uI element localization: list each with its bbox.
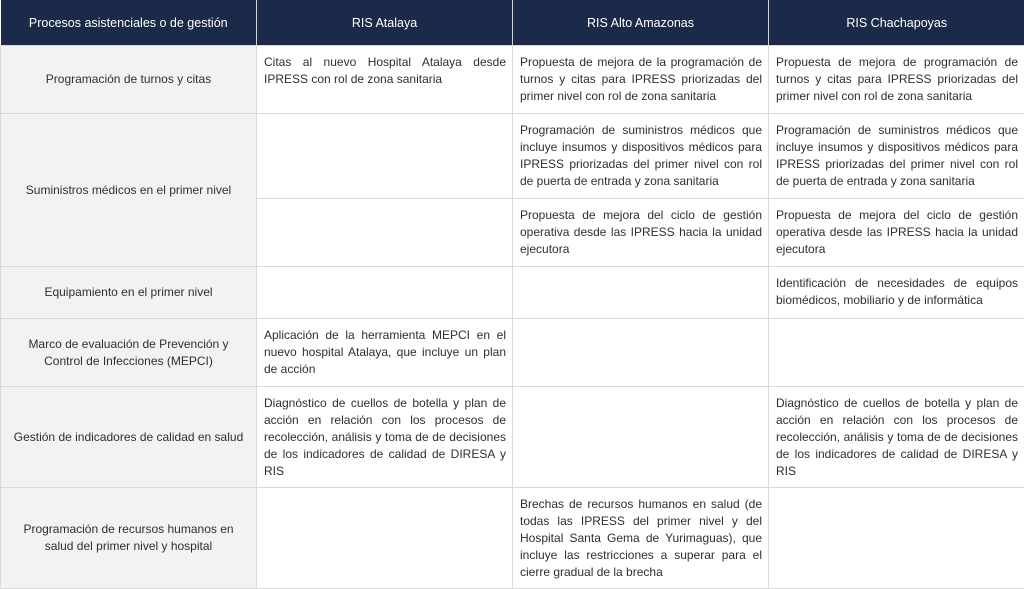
chachapoyas-cell: Propuesta de mejora del ciclo de gestión operativa desde las IPRESS hacia la unidad ejecutora — [769, 199, 1024, 267]
header-ris-alto-amazonas: RIS Alto Amazonas — [513, 0, 769, 46]
process-cell: Equipamiento en el primer nivel — [1, 267, 257, 319]
process-cell: Gestión de indicadores de calidad en salud — [1, 387, 257, 488]
table-row — [1, 319, 1024, 387]
alto-amazonas-cell — [513, 267, 769, 319]
atalaya-cell: Diagnóstico de cuellos de botella y plan de acción en relación con los procesos de recolección, análisis y toma de de decisiones de los indicadores de calidad de DIRESA y RIS — [257, 387, 513, 488]
atalaya-cell: Aplicación de la herramienta MEPCI en el nuevo hospital Atalaya, que incluye un plan de acción — [257, 319, 513, 387]
table-row — [1, 46, 1024, 114]
chachapoyas-cell: Diagnóstico de cuellos de botella y plan de acción en relación con los procesos de recolección, análisis y toma de de decisiones de los indicadores de calidad de DIRESA y RIS — [769, 387, 1024, 488]
chachapoyas-cell: Propuesta de mejora de programación de turnos y citas para IPRESS priorizadas del primer nivel con rol de zona sanitaria — [769, 46, 1024, 114]
chachapoyas-cell: Identificación de necesidades de equipos biomédicos, mobiliario y de informática — [769, 267, 1024, 319]
alto-amazonas-cell: Programación de suministros médicos que incluye insumos y dispositivos médicos para IPRESS priorizadas del primer nivel con rol de puerta de entrada y zona sanitaria — [513, 114, 769, 199]
table-row — [1, 488, 1024, 589]
atalaya-cell — [257, 199, 513, 267]
header-ris-chachapoyas: RIS Chachapoyas — [769, 0, 1024, 46]
table-row — [1, 267, 1024, 319]
table-row — [1, 387, 1024, 488]
alto-amazonas-cell: Propuesta de mejora del ciclo de gestión operativa desde las IPRESS hacia la unidad ejecutora — [513, 199, 769, 267]
process-cell: Programación de turnos y citas — [1, 46, 257, 114]
chachapoyas-cell — [769, 319, 1024, 387]
table-row — [1, 114, 1024, 199]
process-cell: Suministros médicos en el primer nivel — [1, 114, 257, 267]
alto-amazonas-cell: Brechas de recursos humanos en salud (de todas las IPRESS del primer nivel y del Hospital Santa Gema de Yurimaguas), que incluye las restricciones a superar para el cierre gradual de la brecha — [513, 488, 769, 589]
header-processes: Procesos asistenciales o de gestión — [1, 0, 257, 46]
atalaya-cell — [257, 267, 513, 319]
alto-amazonas-cell: Propuesta de mejora de la programación de turnos y citas para IPRESS priorizadas del primer nivel con rol de zona sanitaria — [513, 46, 769, 114]
process-cell: Programación de recursos humanos en salud del primer nivel y hospital — [1, 488, 257, 589]
chachapoyas-cell: Programación de suministros médicos que incluye insumos y dispositivos médicos para IPRESS priorizadas del primer nivel con rol de puerta de entrada y zona sanitaria — [769, 114, 1024, 199]
alto-amazonas-cell — [513, 387, 769, 488]
alto-amazonas-cell — [513, 319, 769, 387]
atalaya-cell — [257, 114, 513, 199]
header-ris-atalaya: RIS Atalaya — [257, 0, 513, 46]
table-header-row — [1, 0, 1024, 46]
chachapoyas-cell — [769, 488, 1024, 589]
atalaya-cell: Citas al nuevo Hospital Atalaya desde IPRESS con rol de zona sanitaria — [257, 46, 513, 114]
process-cell: Marco de evaluación de Prevención y Control de Infecciones (MEPCI) — [1, 319, 257, 387]
atalaya-cell — [257, 488, 513, 589]
